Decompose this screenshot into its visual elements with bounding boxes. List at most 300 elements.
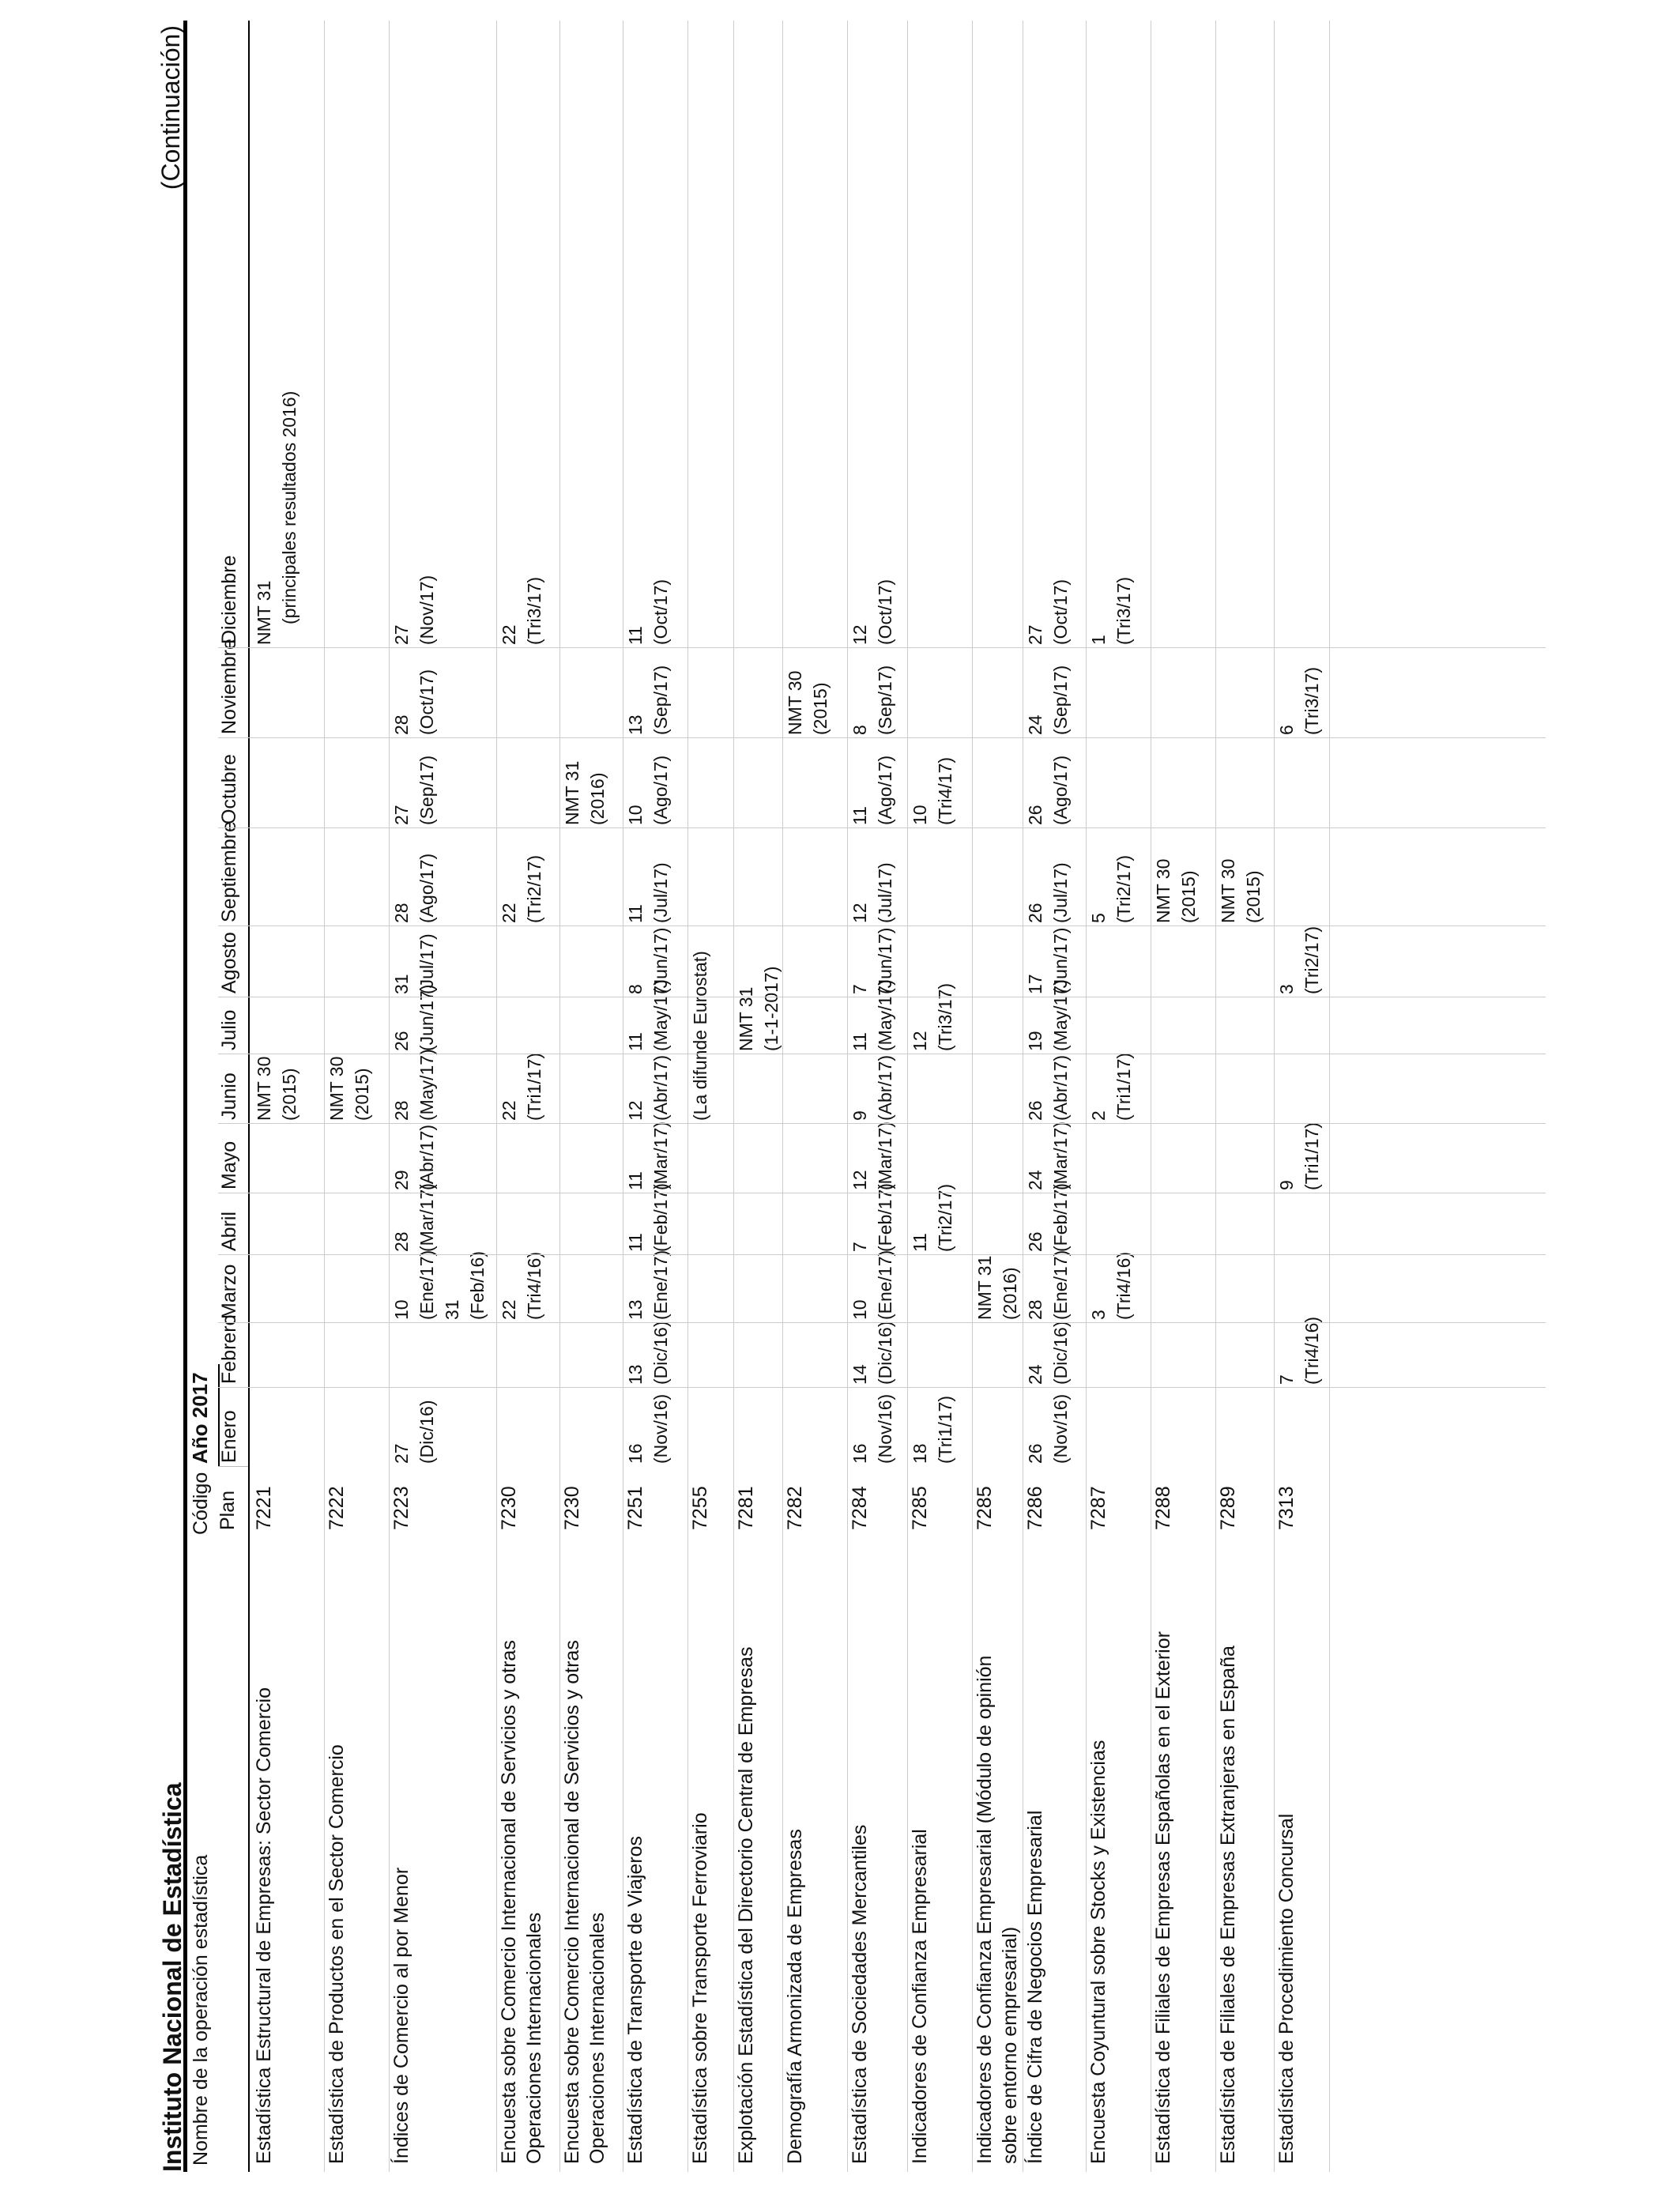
operation-name-line: Demografía Armonizada de Empresas	[784, 1829, 806, 2164]
header-year	[188, 21, 218, 1467]
month-header: Marzo	[218, 1255, 248, 1323]
release-text: 10	[625, 805, 646, 825]
release-cell	[389, 933, 439, 997]
release-text: 27	[391, 624, 412, 645]
release-text: (Ene/17)	[875, 1250, 895, 1320]
release-text: (Tri2/17)	[1113, 854, 1134, 923]
operation-name	[1023, 1547, 1048, 2172]
release-cell	[847, 1055, 898, 1124]
release-cell	[623, 928, 673, 997]
release-text: 24	[1025, 1364, 1045, 1385]
release-cell	[251, 1057, 302, 1124]
release-cell	[389, 669, 439, 738]
table-row	[623, 21, 688, 2172]
month-header: Noviembre	[218, 648, 248, 738]
operation-name-line: Operaciones Internacionales	[586, 1912, 608, 2164]
month-header: Octubre	[218, 738, 248, 828]
release-cell	[687, 951, 713, 1124]
month-header: Abril	[218, 1193, 248, 1255]
column-separator	[218, 1254, 1546, 1255]
release-cell	[1023, 1250, 1073, 1323]
operation-name	[1215, 1547, 1241, 2172]
header-name-col	[188, 1541, 248, 2172]
operation-name	[559, 1547, 610, 2172]
release-text: 11	[625, 1032, 646, 1051]
release-cell	[1274, 926, 1324, 997]
operation-name-line: Estadística Estructural de Empresas: Sector Comercio	[253, 1687, 275, 2164]
release-cell	[623, 1122, 673, 1193]
release-text: 3	[1088, 1310, 1109, 1320]
release-text: (May/17)	[1050, 979, 1071, 1051]
release-text: (May/17)	[650, 979, 671, 1051]
release-text: 9	[1276, 1180, 1297, 1190]
release-cell	[1023, 1122, 1073, 1193]
release-text: (Jul/17)	[875, 862, 895, 923]
release-text: 12	[849, 903, 870, 923]
operation-name	[496, 1547, 547, 2172]
release-text: (Nov/16)	[650, 1393, 671, 1464]
operation-name-line: sobre entorno empresarial)	[999, 1926, 1021, 2164]
release-text: (Dic/16)	[650, 1321, 671, 1385]
release-text: 22	[499, 1299, 519, 1320]
release-cell	[623, 756, 673, 828]
release-text: 13	[625, 1299, 646, 1320]
release-text: (1-1-2017)	[761, 966, 782, 1051]
release-text: (2015)	[1178, 870, 1199, 923]
plan-code: 7289	[1217, 1486, 1239, 1530]
release-text: 1	[1088, 635, 1109, 645]
operation-name	[847, 1547, 872, 2172]
table-row	[1151, 21, 1216, 2172]
release-cell	[1023, 1055, 1073, 1124]
release-text: NMT 31	[974, 1255, 995, 1320]
release-text: (Nov/16)	[875, 1393, 895, 1464]
release-cell	[1023, 928, 1073, 997]
operation-name-line: Estadística de Filiales de Empresas Españolas en el Exterior	[1152, 1631, 1174, 2164]
operation-name	[1086, 1547, 1111, 2172]
release-text: (Mar/17)	[416, 1183, 437, 1252]
release-cell	[496, 577, 547, 648]
release-text: 9	[849, 1110, 870, 1121]
operation-name	[623, 1547, 648, 2172]
release-cell	[1023, 1321, 1073, 1388]
release-text: 27	[391, 1443, 412, 1464]
release-text: NMT 30	[1153, 858, 1173, 923]
operation-name	[1151, 1547, 1176, 2172]
operation-name-line: Estadística sobre Transporte Ferroviario	[689, 1812, 711, 2164]
release-text: (Oct/17)	[650, 579, 671, 645]
release-cell	[623, 862, 673, 926]
release-cell	[1274, 1122, 1324, 1193]
column-separator	[218, 647, 1546, 648]
release-cell	[1023, 579, 1073, 648]
release-cell	[1023, 665, 1073, 738]
release-text: 3	[1276, 984, 1297, 994]
release-text: (Feb/17)	[1050, 1183, 1071, 1252]
operation-name-line: Operaciones Internacionales	[523, 1912, 545, 2164]
release-cell	[782, 671, 833, 738]
release-cell	[389, 1183, 439, 1255]
release-text: (Jun/17)	[875, 927, 895, 994]
release-text: (Feb/17)	[875, 1183, 895, 1252]
release-text: (Jun/17)	[1050, 927, 1071, 994]
table-row	[1215, 21, 1275, 2172]
release-text: 26	[1025, 1443, 1045, 1464]
release-text: (Dic/16)	[875, 1321, 895, 1385]
release-text: (Sep/17)	[416, 755, 437, 825]
release-text: NMT 30	[1218, 858, 1238, 923]
release-cell	[847, 756, 898, 828]
release-cell	[251, 391, 302, 648]
release-text: (Tri4/16)	[524, 1251, 544, 1320]
release-text: (Tri4/16)	[1301, 1316, 1322, 1385]
table-row	[972, 21, 1023, 2172]
release-cell	[1086, 1252, 1136, 1323]
release-text: NMT 30	[326, 1056, 347, 1121]
release-text: (Jul/17)	[650, 862, 671, 923]
page-title: Instituto Nacional de Estadística	[158, 1782, 186, 2172]
release-text: 10	[391, 1299, 412, 1320]
release-text: 24	[1025, 1170, 1045, 1190]
operation-name-line: Estadística de Filiales de Empresas Extranjeras en España	[1217, 1646, 1239, 2164]
release-text: 26	[1025, 805, 1045, 825]
table-row	[907, 21, 973, 2172]
operation-name-line: Encuesta sobre Comercio Internacional de Servicios y otras	[498, 1640, 520, 2164]
plan-code: 7282	[784, 1486, 806, 1530]
release-cell	[907, 1184, 958, 1255]
release-cell	[907, 757, 958, 828]
column-separator	[218, 737, 1546, 738]
release-text: 22	[499, 903, 519, 923]
release-text: NMT 30	[785, 670, 805, 735]
operation-name-line: Estadística de Sociedades Mercantiles	[849, 1824, 871, 2164]
release-text: (Mar/17)	[1050, 1122, 1071, 1190]
release-text: (2015)	[1243, 870, 1264, 923]
release-cell	[623, 1321, 673, 1388]
release-text: (Jun/17)	[416, 984, 437, 1051]
header-name-label: Nombre de la operación estadística	[190, 1854, 212, 2166]
month-header: Junio	[218, 1054, 248, 1124]
release-cell	[623, 1394, 673, 1467]
release-text: (Tri3/17)	[524, 576, 544, 645]
release-cell	[389, 854, 439, 926]
release-text: (Jul/17)	[416, 933, 437, 994]
plan-code: 7286	[1024, 1486, 1046, 1530]
release-cell	[847, 1394, 898, 1467]
release-text: NMT 31	[562, 760, 582, 825]
release-text: 28	[1025, 1299, 1045, 1320]
plan-code: 7230	[561, 1486, 583, 1530]
column-separator	[218, 1322, 1546, 1323]
release-text: NMT 31	[254, 580, 274, 645]
release-text: 31	[391, 974, 412, 994]
release-cell	[1023, 1183, 1073, 1255]
release-text: 10	[849, 1299, 870, 1320]
release-cell	[1274, 667, 1324, 738]
release-cell	[847, 862, 898, 926]
operation-name	[251, 1547, 277, 2172]
release-text: (Tri2/17)	[1301, 925, 1322, 994]
table-row	[733, 21, 783, 2172]
release-cell	[389, 756, 439, 828]
release-cell	[972, 1256, 1023, 1323]
release-text: 26	[1025, 903, 1045, 923]
operation-name-line: Estadística de Transporte de Viajeros	[624, 1835, 646, 2164]
release-text: (Jun/17)	[650, 927, 671, 994]
month-header: Febrero	[218, 1323, 248, 1388]
operation-name	[1274, 1547, 1299, 2172]
release-text: NMT 31	[736, 986, 756, 1051]
release-text: (Tri4/16)	[1113, 1251, 1134, 1320]
column-separator	[218, 925, 1546, 926]
release-text: (Mar/17)	[875, 1122, 895, 1190]
release-text: (2015)	[810, 682, 831, 735]
release-text: (Sep/17)	[875, 665, 895, 735]
release-text: 17	[1025, 974, 1045, 994]
release-text: 27	[1025, 624, 1045, 645]
operation-name-line: Encuesta Coyuntural sobre Stocks y Existencias	[1087, 1740, 1109, 2164]
release-cell	[389, 1400, 439, 1467]
release-cell	[496, 1053, 547, 1124]
release-text: 14	[849, 1364, 870, 1385]
release-text: 10	[910, 805, 930, 825]
plan-code: 7221	[253, 1486, 275, 1530]
release-text: (Abr/17)	[650, 1054, 671, 1121]
release-cell	[847, 579, 898, 648]
release-cell	[1215, 859, 1266, 926]
calendar-table	[188, 21, 1546, 2172]
release-cell	[623, 1250, 673, 1323]
month-header: Enero	[218, 1388, 248, 1467]
table-row	[1274, 21, 1330, 2172]
release-text: (2016)	[587, 772, 608, 825]
release-text: (Dic/16)	[416, 1400, 437, 1464]
release-text: 11	[625, 904, 646, 923]
release-cell	[559, 761, 610, 828]
release-text: 31	[442, 1299, 462, 1320]
release-text: (Tri3/17)	[1301, 666, 1322, 735]
release-text: (May/17)	[416, 1049, 437, 1121]
operation-name	[733, 1547, 759, 2172]
release-text: 28	[391, 1100, 412, 1121]
release-cell	[1151, 859, 1201, 926]
column-separator	[218, 827, 1546, 828]
release-text: (Jul/17)	[1050, 862, 1071, 923]
release-text: 11	[849, 1032, 870, 1051]
plan-code: 7223	[390, 1486, 412, 1530]
operation-name	[782, 1547, 808, 2172]
release-text: (Ene/17)	[650, 1250, 671, 1320]
plan-code: 7255	[689, 1486, 711, 1530]
month-header: Septiembre	[218, 828, 248, 926]
plan-code: 7313	[1275, 1486, 1298, 1530]
release-text: 28	[391, 714, 412, 735]
header-rule	[248, 21, 250, 2172]
release-text: (Tri1/17)	[935, 1395, 955, 1464]
release-text: 26	[1025, 1100, 1045, 1121]
release-text: (Sep/17)	[650, 665, 671, 735]
plan-code: 7251	[624, 1486, 646, 1530]
month-header: Diciembre	[218, 577, 248, 648]
release-text: (Ene/17)	[416, 1250, 437, 1320]
release-text: (Ene/17)	[1050, 1250, 1071, 1320]
release-text: 24	[1025, 714, 1045, 735]
table-row	[847, 21, 908, 2172]
release-cell	[847, 928, 898, 997]
month-header: Agosto	[218, 926, 248, 997]
release-text: 12	[910, 1031, 930, 1051]
release-text: (2016)	[1000, 1267, 1020, 1320]
operation-name-line: Indicadores de Confianza Empresarial (Módulo de opinión	[974, 1655, 996, 2164]
release-text: 6	[1276, 725, 1297, 735]
release-text: (Feb/17)	[650, 1183, 671, 1252]
table-row	[782, 21, 848, 2172]
release-text: (Tri3/17)	[935, 982, 955, 1051]
release-cell	[847, 1250, 898, 1323]
release-cell	[907, 983, 958, 1054]
month-header: Mayo	[218, 1124, 248, 1193]
plan-code: 7230	[498, 1486, 520, 1530]
release-text: 22	[499, 624, 519, 645]
release-text: (Abr/17)	[875, 1054, 895, 1121]
release-cell	[623, 1183, 673, 1255]
plan-code: 7281	[735, 1486, 757, 1530]
release-text: (Abr/17)	[416, 1124, 437, 1190]
release-text: (principales resultados 2016)	[279, 390, 299, 624]
plan-code: 7285	[909, 1486, 931, 1530]
release-text: (Tri1/17)	[1113, 1052, 1134, 1121]
operation-name	[907, 1547, 932, 2172]
release-text: 8	[849, 725, 870, 735]
release-text: (Tri3/17)	[1113, 576, 1134, 645]
release-text: 22	[499, 1100, 519, 1121]
release-cell	[1023, 756, 1073, 828]
release-text: 29	[391, 1170, 412, 1190]
plan-code: 7285	[974, 1486, 996, 1530]
release-text: 7	[849, 984, 870, 994]
release-cell	[1023, 862, 1073, 926]
operation-name-line: Indicadores de Confianza Empresarial	[909, 1829, 931, 2164]
release-text: 11	[910, 1233, 930, 1252]
plan-code: 7222	[326, 1486, 348, 1530]
release-cell	[907, 1396, 958, 1467]
release-cell	[847, 1321, 898, 1388]
release-text: (La difunde Eurostat)	[690, 951, 710, 1121]
table-row	[389, 21, 497, 2172]
release-text: (Tri2/17)	[935, 1183, 955, 1252]
release-cell	[496, 855, 547, 926]
operation-name-line: Índice de Cifra de Negocios Empresarial	[1024, 1810, 1046, 2164]
release-text: 7	[849, 1242, 870, 1252]
release-text: (Oct/17)	[875, 579, 895, 645]
plan-code: 7287	[1087, 1486, 1109, 1530]
release-text: 19	[1025, 1031, 1045, 1051]
release-text: (Tri4/17)	[935, 756, 955, 825]
release-text: 7	[1276, 1374, 1297, 1385]
release-cell	[389, 575, 439, 648]
release-cell	[847, 1122, 898, 1193]
operation-name-line: Índices de Comercio al por Menor	[390, 1867, 412, 2164]
release-text: 12	[625, 1100, 646, 1121]
release-text: (Ago/17)	[416, 853, 437, 923]
operation-name-line: Encuesta sobre Comercio Internacional de Servicios y otras	[561, 1640, 583, 2164]
release-text: (May/17)	[875, 979, 895, 1051]
table-row	[559, 21, 623, 2172]
release-cell	[1023, 1394, 1073, 1467]
release-cell	[1086, 1053, 1136, 1124]
release-text: 28	[391, 903, 412, 923]
release-text: (Mar/17)	[650, 1122, 671, 1190]
release-text: 16	[625, 1443, 646, 1464]
release-text: (2015)	[352, 1068, 372, 1121]
release-cell	[1086, 577, 1136, 648]
release-text: 26	[391, 1031, 412, 1051]
release-cell	[389, 1125, 439, 1193]
month-header: Julio	[218, 997, 248, 1054]
release-text: 16	[849, 1443, 870, 1464]
release-text: (Ago/17)	[650, 755, 671, 825]
operation-name-line: Explotación Estadística del Directorio Central de Empresas	[735, 1646, 757, 2164]
operation-name	[324, 1547, 349, 2172]
year-label: Año 2017	[188, 1372, 212, 1464]
release-text: 27	[391, 805, 412, 825]
release-cell	[623, 579, 673, 648]
release-text: 12	[849, 624, 870, 645]
release-text: (Nov/17)	[416, 575, 437, 645]
release-cell	[733, 967, 784, 1054]
table-row	[496, 21, 560, 2172]
release-text: (Feb/16)	[467, 1251, 488, 1320]
operation-name	[972, 1547, 1023, 2172]
release-cell	[496, 1252, 547, 1323]
release-text: (Sep/17)	[1050, 665, 1071, 735]
release-text: 8	[625, 984, 646, 994]
release-text: 28	[391, 1231, 412, 1252]
operation-name-line: Estadística de Procedimiento Concursal	[1275, 1813, 1298, 2164]
release-text: (Tri2/17)	[524, 854, 544, 923]
release-text: 5	[1088, 913, 1109, 923]
release-text: (Tri1/17)	[1301, 1122, 1322, 1190]
release-text: 11	[849, 806, 870, 825]
release-text: 13	[625, 714, 646, 735]
release-text: 11	[625, 1233, 646, 1252]
release-text: 26	[1025, 1231, 1045, 1252]
release-cell	[847, 665, 898, 738]
table-row	[251, 21, 325, 2172]
release-text: 13	[625, 1364, 646, 1385]
release-cell	[389, 1250, 490, 1323]
operation-name	[389, 1547, 414, 2172]
release-cell	[324, 1057, 375, 1124]
release-cell	[1274, 1317, 1324, 1388]
header-code-col	[188, 1467, 248, 1541]
release-text: NMT 30	[254, 1056, 274, 1121]
table-row	[1023, 21, 1087, 2172]
continuation-label: (Continuación)	[156, 25, 185, 190]
release-text: (Tri1/17)	[524, 1052, 544, 1121]
release-text: 2	[1088, 1110, 1109, 1121]
release-text: 12	[849, 1170, 870, 1190]
plan-code: 7288	[1152, 1486, 1174, 1530]
release-cell	[847, 1183, 898, 1255]
operation-name	[687, 1547, 713, 2172]
release-text: (Abr/17)	[1050, 1054, 1071, 1121]
release-text: (Nov/16)	[1050, 1393, 1071, 1464]
table-row	[324, 21, 390, 2172]
release-text: (Ago/17)	[875, 755, 895, 825]
release-cell	[623, 665, 673, 738]
column-separator	[218, 1387, 1546, 1388]
